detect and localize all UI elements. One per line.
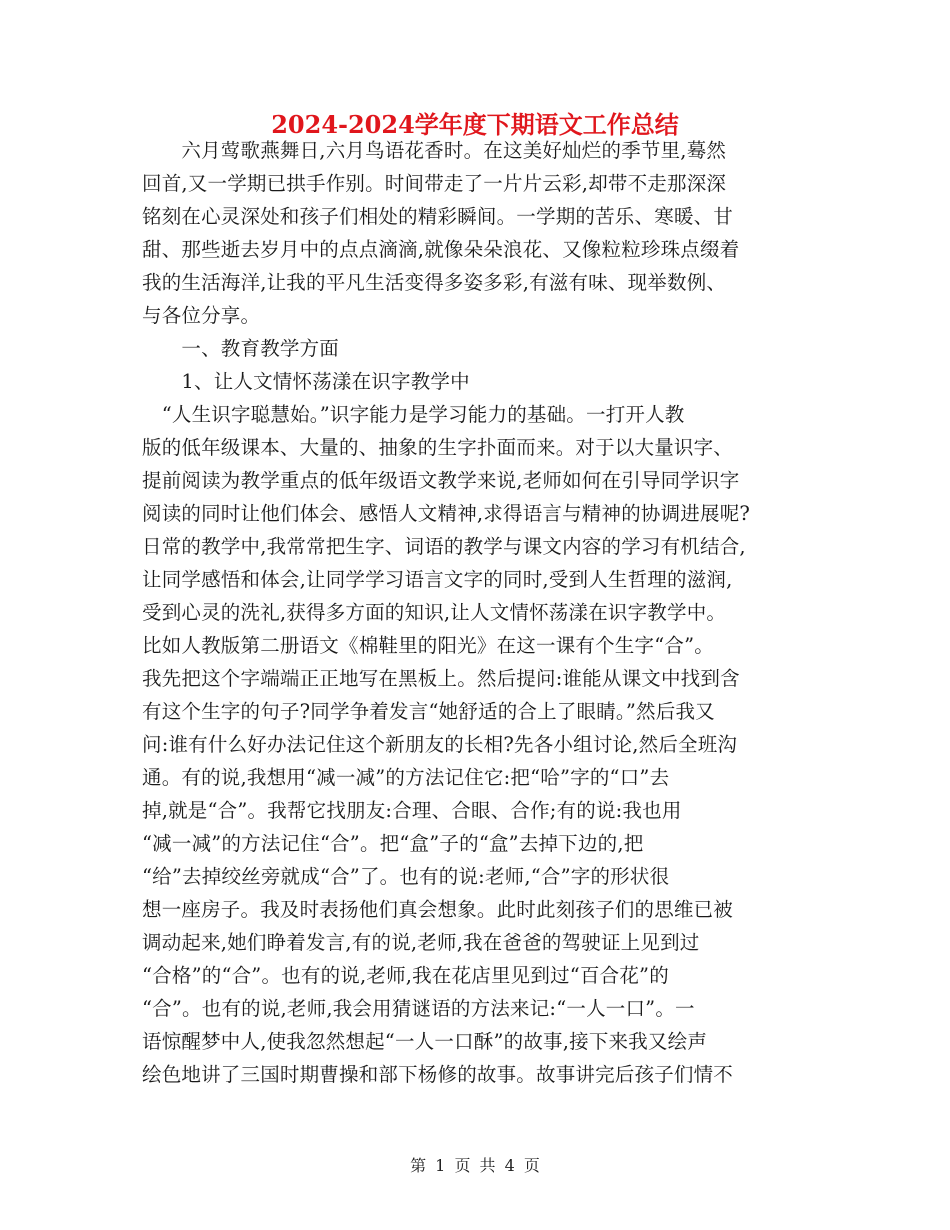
text-line: 日常的教学中,我常常把生字、词语的教学与课文内容的学习有机结合, — [142, 535, 746, 558]
text-line: 回首,又一学期已拱手作别。时间带走了一片片云彩,却带不走那深深 — [142, 172, 727, 195]
text-line: 通。有的说,我想用“减一减”的方法记住它:把“哈”字的“口”去 — [142, 766, 670, 789]
document-body — [142, 134, 832, 1091]
section-heading: 一、教育教学方面 — [142, 337, 340, 360]
text-line: 受到心灵的洗礼,获得多方面的知识,让人文情怀荡漾在识字教学中。 — [142, 601, 727, 624]
document-title: 2024-2024学年度下期语文工作总结 — [271, 110, 679, 139]
text-line: 阅读的同时让他们体会、感悟人文精神,求得语言与精神的协调进展呢? — [142, 502, 751, 525]
text-line: “合”。也有的说,老师,我会用猜谜语的方法来记:“一人一口”。一 — [142, 997, 695, 1020]
text-line: 绘色地讲了三国时期曹操和部下杨修的故事。故事讲完后孩子们情不 — [142, 1063, 734, 1086]
text-line: “合格”的“合”。也有的说,老师,我在花店里见到过“百合花”的 — [142, 964, 669, 987]
page-number-footer: 第 1 页 共 4 页 — [410, 1156, 540, 1175]
text-line: “给”去掉绞丝旁就成“合”了。也有的说:老师,“合”字的形状很 — [142, 865, 670, 888]
text-line: 让同学感悟和体会,让同学学习语言文字的同时,受到人生哲理的滋润, — [142, 568, 733, 591]
text-line: 掉,就是“合”。我帮它找朋友:合理、合眼、合作;有的说:我也用 — [142, 799, 682, 822]
text-line: 六月莺歌燕舞日,六月鸟语花香时。在这美好灿烂的季节里,蓦然 — [142, 139, 727, 162]
text-line: 铭刻在心灵深处和孩子们相处的精彩瞬间。一学期的苦乐、寒暖、甘 — [142, 205, 734, 228]
text-line: 版的低年级课本、大量的、抽象的生字扑面而来。对于以大量识字、 — [142, 436, 734, 459]
text-line: 提前阅读为教学重点的低年级语文教学来说,老师如何在引导同学识字 — [142, 469, 740, 492]
text-line: 语惊醒梦中人,使我忽然想起“一人一口酥”的故事,接下来我又绘声 — [142, 1030, 708, 1053]
text-line: 甜、那些逝去岁月中的点点滴滴,就像朵朵浪花、又像粒粒珍珠点缀着 — [142, 238, 740, 261]
text-line: 调动起来,她们睁着发言,有的说,老师,我在爸爸的驾驶证上见到过 — [142, 931, 700, 954]
text-line: 我的生活海洋,让我的平凡生活变得多姿多彩,有滋有味、现举数例、 — [142, 271, 727, 294]
text-line: 问:谁有什么好办法记住这个新朋友的长相?先各小组讨论,然后全班沟 — [142, 733, 738, 756]
subsection-heading: 1、让人文情怀荡漾在识字教学中 — [142, 370, 470, 393]
text-line: “人生识字聪慧始。”识字能力是学习能力的基础。一打开人教 — [142, 403, 685, 426]
text-line: 我先把这个字端端正正地写在黑板上。然后提问:谁能从课文中找到含 — [142, 667, 740, 690]
text-line: 与各位分享。 — [142, 304, 261, 327]
text-line: 有这个生字的句子?同学争着发言“她舒适的合上了眼睛。”然后我又 — [142, 700, 715, 723]
text-line: “减一减”的方法记住“合”。把“盒”子的“盒”去掉下边的,把 — [142, 832, 644, 855]
text-line: 想一座房子。我及时表扬他们真会想象。此时此刻孩子们的思维已被 — [142, 898, 734, 921]
text-line: 比如人教版第二册语文《棉鞋里的阳光》在这一课有个生字“合”。 — [142, 634, 714, 657]
